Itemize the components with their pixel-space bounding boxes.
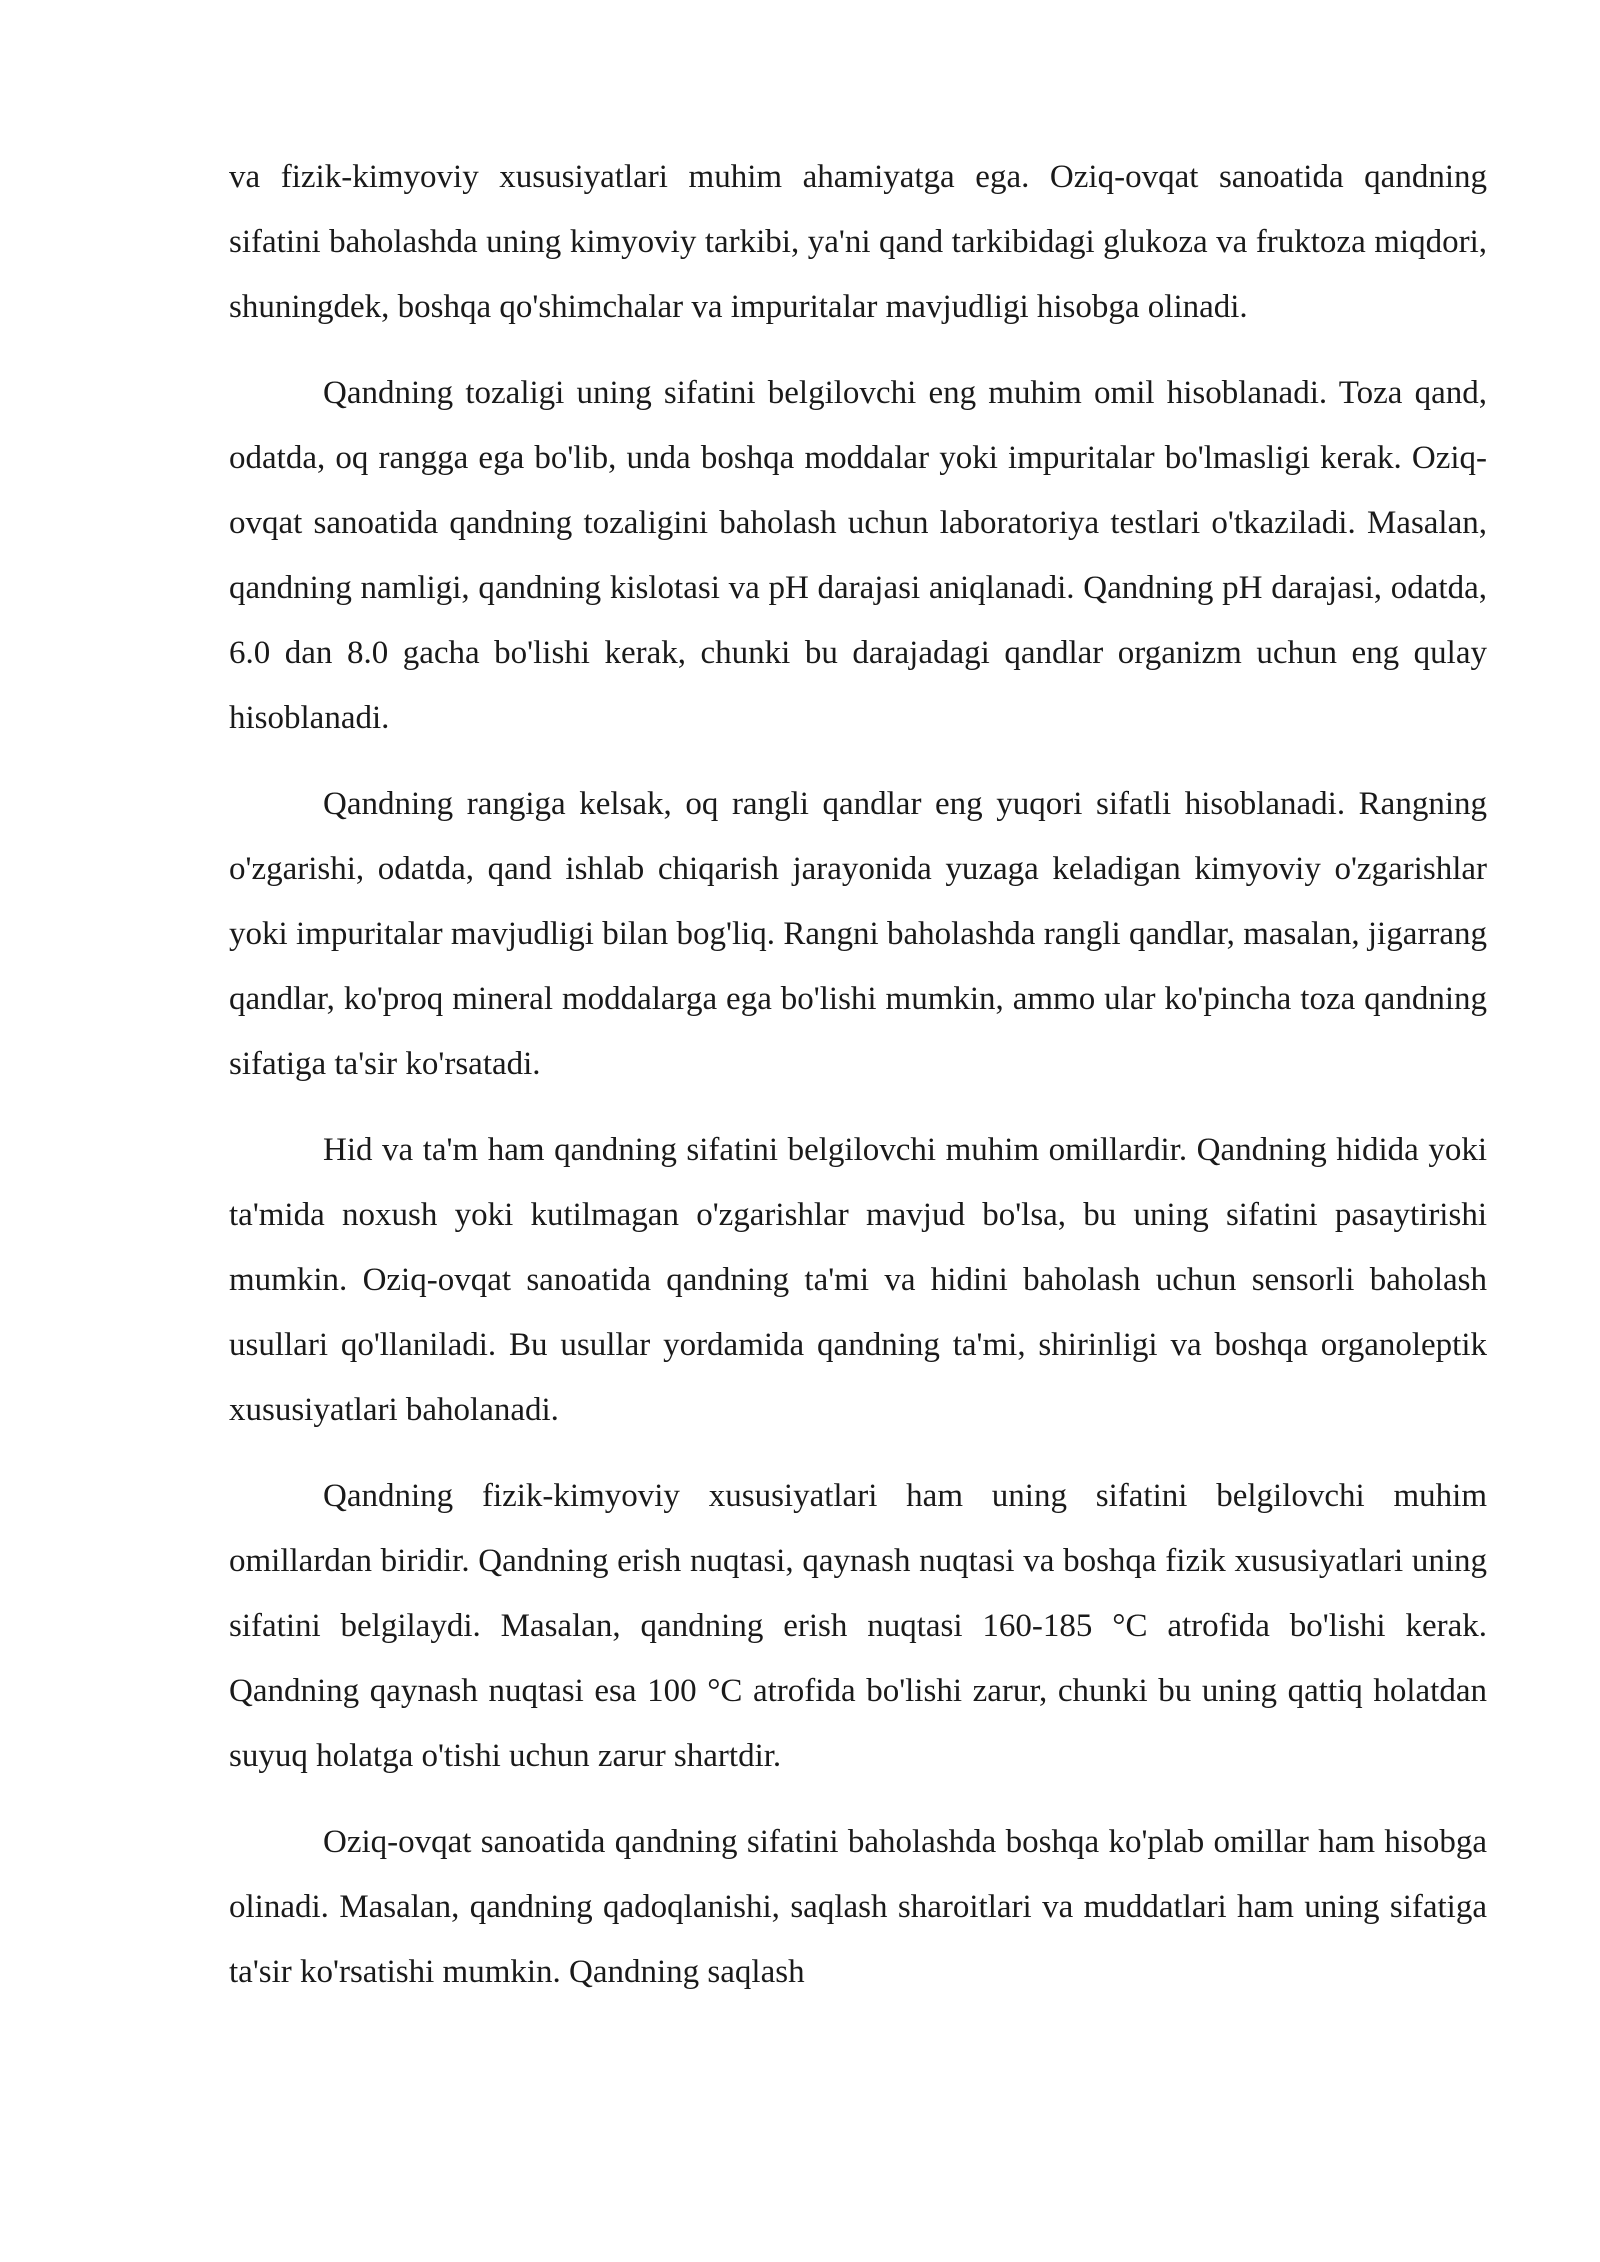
paragraph-1: va fizik-kimyoviy xususiyatlari muhim ahamiyatga ega. Oziq-ovqat sanoatida qandning sifatini baholashda uning kimyoviy tarkibi, ya'ni qand tarkibidagi glukoza va fruktoza miqdori, shuningdek, boshqa qo'shimchalar va impuritalar mavjudligi hisobga olinadi. — [229, 159, 1487, 325]
document-body — [229, 145, 1487, 2005]
paragraph-4: Hid va ta'm ham qandning sifatini belgilovchi muhim omillardir. Qandning hidida yoki ta'mida noxush yoki kutilmagan o'zgarishlar mavjud bo'lsa, bu uning sifatini pasaytirishi mumkin. Oziq-ovqat sanoatida qandning ta'mi va hidini baholash uchun sensorli baholash usullari qo'llaniladi. Bu usullar yordamida qandning ta'mi, shirinligi va boshqa organoleptik xususiyatlari baholanadi. — [229, 1132, 1487, 1428]
paragraph-6: Oziq-ovqat sanoatida qandning sifatini baholashda boshqa ko'plab omillar ham hisobga olinadi. Masalan, qandning qadoqlanishi, saqlash sharoitlari va muddatlari ham uning sifatiga ta'sir ko'rsatishi mumkin. Qandning saqlash — [229, 1824, 1487, 1990]
paragraph-3: Qandning rangiga kelsak, oq rangli qandlar eng yuqori sifatli hisoblanadi. Rangning o'zgarishi, odatda, qand ishlab chiqarish jarayonida yuzaga keladigan kimyoviy o'zgarishlar yoki impuritalar mavjudligi bilan bog'liq. Rangni baholashda rangli qandlar, masalan, jigarrang qandlar, ko'proq mineral moddalarga ega bo'lishi mumkin, ammo ular ko'pincha toza qandning sifatiga ta'sir ko'rsatadi. — [229, 786, 1487, 1082]
paragraph-5: Qandning fizik-kimyoviy xususiyatlari ham uning sifatini belgilovchi muhim omillardan biridir. Qandning erish nuqtasi, qaynash nuqtasi va boshqa fizik xususiyatlari uning sifatini belgilaydi. Masalan, qandning erish nuqtasi 160-185 °C atrofida bo'lishi kerak. Qandning qaynash nuqtasi esa 100 °C atrofida bo'lishi zarur, chunki bu uning qattiq holatdan suyuq holatga o'tishi uchun zarur shartdir. — [229, 1478, 1487, 1774]
paragraph-2: Qandning tozaligi uning sifatini belgilovchi eng muhim omil hisoblanadi. Toza qand, odatda, oq rangga ega bo'lib, unda boshqa moddalar yoki impuritalar bo'lmasligi kerak. Oziq-ovqat sanoatida qandning tozaligini baholash uchun laboratoriya testlari o'tkaziladi. Masalan, qandning namligi, qandning kislotasi va pH darajasi aniqlanadi. Qandning pH darajasi, odatda, 6.0 dan 8.0 gacha bo'lishi kerak, chunki bu darajadagi qandlar organizm uchun eng qulay hisoblanadi. — [229, 375, 1487, 736]
